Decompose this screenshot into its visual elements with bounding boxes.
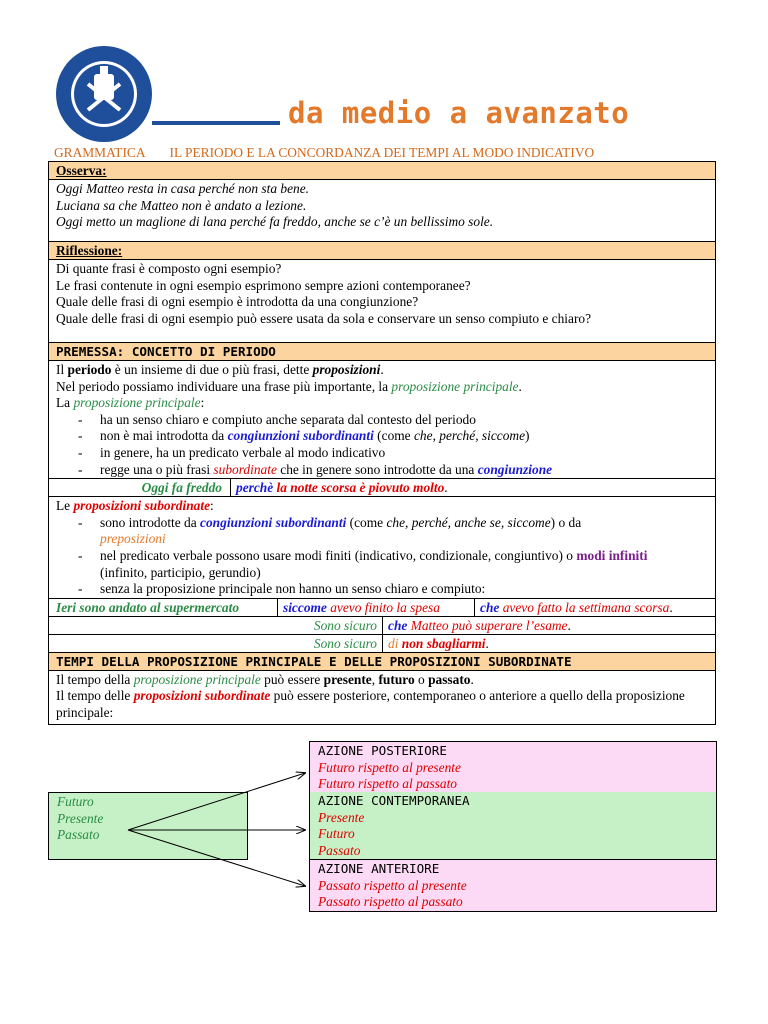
box-item: Passato rispetto al presente [318, 877, 467, 893]
list-item: - ha un senso chiaro e compiuto anche separata dal contesto del periodo [78, 412, 708, 429]
box-title: AZIONE POSTERIORE [318, 743, 447, 758]
box-item: Futuro rispetto al passato [318, 776, 457, 792]
tempi-subordinate: Il tempo delle proposizioni subordinate può essere posteriore, contemporaneo o anteriore a quello della proposizione principale: [56, 688, 685, 720]
riflessione-line: Di quante frasi è composto ogni esempio? [56, 261, 282, 276]
osserva-line: Oggi metto un maglione di lana perché fa freddo, anche se c’è un bellissimo sole. [56, 214, 494, 230]
riflessione-header: Riflessione: [49, 242, 715, 260]
osserva-line: Luciana sa che Matteo non è andato a lezione. [56, 197, 307, 213]
box-item: Futuro rispetto al presente [318, 759, 461, 775]
tempo-label: Futuro [57, 794, 94, 809]
tempo-label: Presente [57, 810, 104, 826]
example-row-3: Sono sicuro che Matteo può superare l’esame. [49, 617, 715, 635]
list-item: - non è mai introdotta da congiunzioni subordinanti (come che, perché, siccome) [78, 428, 708, 445]
subordinate-label: Le proposizioni subordinate: [56, 498, 214, 514]
riflessione-line: Le frasi contenute in ogni esempio esprimono sempre azioni contemporanee? [56, 277, 471, 293]
list-item: - nel predicato verbale possono usare modi finiti (indicativo, condizionale, congiuntivo) o modi infiniti (infinito, participio, gerundio) [78, 548, 708, 581]
page-title: da medio a avanzato [288, 96, 630, 130]
premessa-header: PREMESSA: CONCETTO DI PERIODO [49, 343, 715, 361]
tempi-header: TEMPI DELLA PROPOSIZIONE PRINCIPALE E DELLE PROPOSIZIONI SUBORDINATE [49, 653, 715, 671]
topic-label: IL PERIODO E LA CONCORDANZA DEI TEMPI AL MODO INDICATIVO [169, 145, 595, 160]
osserva-header: Osserva: [49, 162, 715, 180]
box-title: AZIONE ANTERIORE [318, 861, 440, 876]
box-title: AZIONE CONTEMPORANEA [318, 793, 470, 808]
example-row-4: Sono sicuro di non sbagliarmi. [49, 635, 715, 653]
principale-label: La proposizione principale: [56, 395, 205, 411]
tempi-principale: Il tempo della proposizione principale può essere presente, futuro o passato. [56, 671, 474, 687]
osserva-line: Oggi Matteo resta in casa perché non sta bene. [56, 181, 310, 196]
list-item: - in genere, ha un predicato verbale al modo indicativo [78, 445, 708, 462]
periodo-definition: Il periodo è un insieme di due o più frasi, dette proposizioni. [56, 362, 384, 377]
arrow-anteriore [128, 830, 305, 886]
tempo-label: Passato [57, 827, 100, 843]
list-item: - regge una o più frasi subordinate che in genere sono introdotte da una congiunzione [78, 462, 708, 479]
box-item: Presente [318, 809, 365, 825]
box-item: Passato rispetto al passato [318, 894, 463, 910]
box-item: Futuro [318, 826, 355, 842]
example-row-2: Ieri sono andato al supermercato siccome avevo finito la spesa che avevo fatto la settimana scorsa. [49, 599, 715, 617]
example-row-1: Oggi fa freddo perchè la notte scorsa è piovuto molto. [49, 479, 715, 497]
riflessione-line: Quale delle frasi di ogni esempio può essere usata da sola e conservare un senso compiuto e chiaro? [56, 310, 592, 326]
riflessione-line: Quale delle frasi di ogni esempio è introdotta da una congiunzione? [56, 294, 419, 310]
list-item: - sono introdotte da congiunzioni subordinanti (come che, perché, anche se, siccome) o da preposizioni [78, 515, 708, 548]
subject-label: GRAMMATICA [54, 145, 146, 160]
box-item: Passato [318, 842, 361, 858]
list-item: - senza la proposizione principale non hanno un senso chiaro e compiuto: [78, 581, 708, 598]
principale-intro: Nel periodo possiamo individuare una frase più importante, la proposizione principale. [56, 378, 522, 394]
arrow-posteriore [128, 773, 305, 830]
